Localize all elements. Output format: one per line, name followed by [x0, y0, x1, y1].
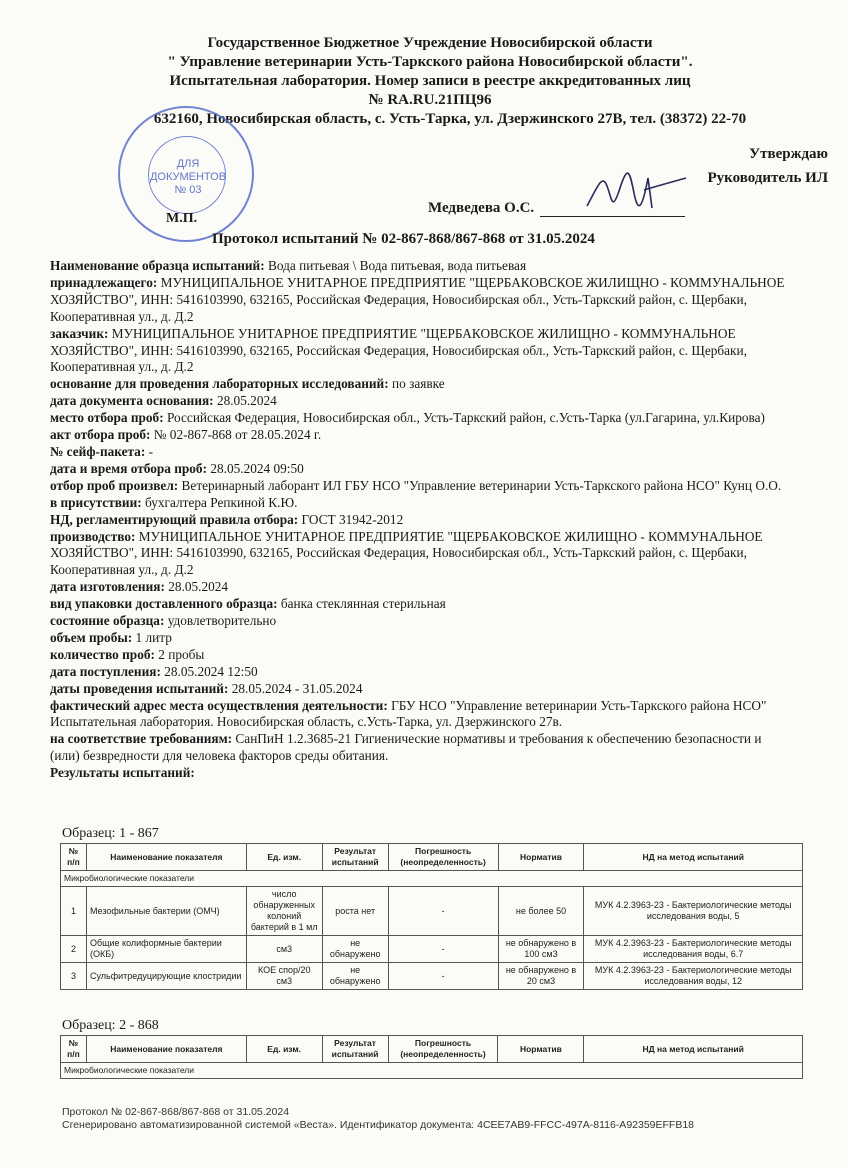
field-value: Российская Федерация, Новосибирская обл., Усть-Таркский район, с.Усть-Тарка (ул.Гагарина, ул.Кирова)	[166, 410, 765, 426]
group-label: Микробиологические показатели	[61, 871, 803, 887]
cell-method: МУК 4.2.3963-23 - Бактериологические методы исследования воды, 12	[584, 963, 803, 990]
cell-method: МУК 4.2.3963-23 - Бактериологические методы исследования воды, 6.7	[584, 936, 803, 963]
field-row	[50, 495, 790, 512]
column-header: Погрешность (неопределенность)	[388, 844, 498, 871]
field-label: на соответствие требованиям:	[50, 731, 233, 747]
cell-name: Сульфитредуцирующие клостридии	[86, 963, 246, 990]
sample-label: Образец: 1 - 867	[62, 826, 159, 841]
cell-method: МУК 4.2.3963-23 - Бактериологические методы исследования воды, 5	[584, 887, 803, 936]
cell-norm: не обнаружено в 20 см3	[498, 963, 584, 990]
field-label: количество проб:	[50, 646, 155, 662]
sample-label: Образец: 2 - 868	[62, 1018, 159, 1033]
document-footer	[62, 1106, 694, 1132]
field-label: состояние образца:	[50, 613, 165, 629]
cell-norm: не более 50	[498, 887, 584, 936]
column-header: Норматив	[498, 844, 584, 871]
cell-n: 3	[61, 963, 87, 990]
field-row	[50, 376, 790, 393]
field-label: основание для проведения лабораторных исследований:	[50, 376, 389, 392]
field-value: 1 литр	[135, 629, 172, 645]
column-header: НД на метод испытаний	[584, 844, 803, 871]
stamp-text: ДОКУМЕНТОВ	[149, 171, 227, 183]
field-value: 28.05.2024	[216, 393, 277, 409]
group-row	[61, 1063, 803, 1079]
field-label: фактический адрес места осуществления деятельности:	[50, 697, 388, 713]
approval-role: Руководитель ИЛ	[707, 170, 828, 186]
cell-n: 2	[61, 936, 87, 963]
field-label: принадлежащего:	[50, 274, 158, 290]
cell-error: -	[388, 936, 498, 963]
field-label: производство:	[50, 528, 136, 544]
protocol-title: Протокол испытаний № 02-867-868/867-868 от 31.05.2024	[212, 231, 595, 247]
header-line: Испытательная лаборатория. Номер записи в реестре аккредитованных лиц	[169, 73, 691, 89]
field-value: МУНИЦИПАЛЬНОЕ УНИТАРНОЕ ПРЕДПРИЯТИЕ "ЩЕРБАКОВСКОЕ ЖИЛИЩНО - КОММУНАЛЬНОЕ ХОЗЯЙСТВО", ИНН: 5416103990, 632165, Российская Федерация, Новосибирская обл., Усть-Таркский район, с. Щербаки, Кооперативная ул., д. Д.2	[50, 528, 763, 578]
cell-norm: не обнаружено в 100 см3	[498, 936, 584, 963]
field-row	[50, 613, 790, 630]
field-row	[50, 461, 790, 478]
protocol-fields	[50, 258, 790, 782]
field-value: 28.05.2024 - 31.05.2024	[231, 680, 363, 696]
field-row	[50, 512, 790, 529]
group-row	[61, 871, 803, 887]
table-row	[61, 936, 803, 963]
cell-result: не обнаружено	[322, 936, 388, 963]
table-header-row	[61, 844, 803, 871]
field-row	[50, 664, 790, 681]
cell-name: Общие колиформные бактерии (ОКБ)	[86, 936, 246, 963]
field-value: Ветеринарный лаборант ИЛ ГБУ НСО "Управление ветеринарии Усть-Таркского района НСО" Кунц О.О.	[181, 477, 782, 493]
field-label: акт отбора проб:	[50, 427, 151, 443]
column-header: № п/п	[61, 1036, 87, 1063]
field-label: Наименование образца испытаний:	[50, 258, 265, 273]
field-row	[50, 444, 790, 461]
field-row	[50, 596, 790, 613]
table-row	[61, 887, 803, 936]
signer-name: Медведева О.С.	[428, 200, 535, 216]
field-label: дата и время отбора проб:	[50, 460, 208, 476]
field-row	[50, 427, 790, 444]
results-heading: Результаты испытаний:	[50, 765, 195, 781]
cell-error: -	[388, 887, 498, 936]
field-label: в присутствии:	[50, 494, 142, 510]
field-value: Вода питьевая \ Вода питьевая, вода питьевая	[267, 258, 527, 273]
field-value: бухгалтера Репкиной К.Ю.	[145, 494, 298, 510]
field-label: дата поступления:	[50, 663, 161, 679]
field-label: объем пробы:	[50, 629, 133, 645]
field-value: 2 пробы	[158, 646, 205, 662]
cell-error: -	[388, 963, 498, 990]
field-row	[50, 410, 790, 427]
column-header: Результат испытаний	[322, 844, 388, 871]
field-value: СанПиН 1.2.3685-21 Гигиенические нормативы и требования к обеспечению безопасности и (или) безвредности для человека факторов среды обитания.	[50, 731, 762, 764]
table-header-row	[61, 1036, 803, 1063]
field-value: МУНИЦИПАЛЬНОЕ УНИТАРНОЕ ПРЕДПРИЯТИЕ "ЩЕРБАКОВСКОЕ ЖИЛИЩНО - КОММУНАЛЬНОЕ ХОЗЯЙСТВО", ИНН: 5416103990, 632165, Российская Федерация, Новосибирская обл., Усть-Таркский район, с. Щербаки, Кооперативная ул., д. Д.2	[50, 325, 747, 375]
field-row	[50, 630, 790, 647]
column-header: Наименование показателя	[86, 844, 246, 871]
cell-n: 1	[61, 887, 87, 936]
approval-title: Утверждаю	[749, 146, 828, 162]
field-label: дата документа основания:	[50, 393, 214, 409]
field-value: 28.05.2024 09:50	[210, 460, 304, 476]
column-header: Наименование показателя	[86, 1036, 246, 1063]
cell-result: не обнаружено	[322, 963, 388, 990]
footer-generated: Сгенерировано автоматизированной системой «Веста». Идентификатор документа: 4CEE7AB9-FFCC-497A-8116-A92359EFFB18	[62, 1119, 695, 1131]
field-value: -	[148, 443, 154, 459]
field-value: банка стеклянная стерильная	[280, 596, 446, 612]
field-row	[50, 258, 790, 275]
field-label: заказчик:	[50, 325, 109, 341]
field-row	[50, 275, 790, 326]
column-header: Норматив	[498, 1036, 584, 1063]
field-label: место отбора проб:	[50, 410, 164, 426]
field-row	[50, 731, 790, 765]
column-header: Погрешность (неопределенность)	[388, 1036, 498, 1063]
field-value: по заявке	[391, 376, 445, 392]
field-value: 28.05.2024	[168, 579, 229, 595]
header-address: 632160, Новосибирская область, с. Усть-Тарка, ул. Дзержинского 27В, тел. (38372) 22-70	[153, 111, 747, 127]
column-header: Ед. изм.	[246, 1036, 322, 1063]
signature-underline	[540, 202, 685, 217]
field-label: вид упаковки доставленного образца:	[50, 596, 278, 612]
field-row	[50, 478, 790, 495]
field-value: ГОСТ 31942-2012	[301, 511, 404, 527]
field-row	[50, 579, 790, 596]
approval-block	[708, 142, 829, 190]
field-label: даты проведения испытаний:	[50, 680, 229, 696]
field-label: дата изготовления:	[50, 579, 165, 595]
column-header: Ед. изм.	[246, 844, 322, 871]
field-value: МУНИЦИПАЛЬНОЕ УНИТАРНОЕ ПРЕДПРИЯТИЕ "ЩЕРБАКОВСКОЕ ЖИЛИЩНО - КОММУНАЛЬНОЕ ХОЗЯЙСТВО", ИНН: 5416103990, 632165, Российская Федерация, Новосибирская обл., Усть-Таркский район, с. Щербаки, Кооперативная ул., д. Д.2	[50, 274, 785, 324]
header-line: Государственное Бюджетное Учреждение Новосибирской области	[207, 35, 653, 51]
column-header: НД на метод испытаний	[584, 1036, 803, 1063]
results-table	[60, 843, 803, 990]
column-header: Результат испытаний	[322, 1036, 388, 1063]
field-row	[50, 681, 790, 698]
results-table	[60, 1035, 803, 1079]
field-value: ГБУ НСО "Управление ветеринарии Усть-Таркского района НСО" Испытательная лаборатория. Новосибирская область, с.Усть-Тарка, ул. Дзержинского 27в.	[50, 697, 767, 730]
stamp-text: № 03	[174, 184, 202, 196]
field-row	[50, 698, 790, 732]
cell-unit: см3	[246, 936, 322, 963]
header-line: № RA.RU.21ПЦ96	[368, 92, 492, 108]
cell-unit: КОЕ спор/20 см3	[246, 963, 322, 990]
field-row	[50, 326, 790, 377]
field-value: № 02-867-868 от 28.05.2024 г.	[153, 427, 322, 443]
header-line: " Управление ветеринарии Усть-Таркского района Новосибирской области".	[167, 54, 693, 70]
field-row	[50, 393, 790, 410]
cell-unit: число обнаруженных колоний бактерий в 1 мл	[246, 887, 322, 936]
field-label: отбор проб произвел:	[50, 477, 179, 493]
field-row	[50, 529, 790, 580]
stamp-text: ДЛЯ	[176, 158, 200, 170]
field-label: № сейф-пакета:	[50, 443, 146, 459]
field-value: 28.05.2024 12:50	[164, 663, 258, 679]
seal-placeholder: М.П.	[166, 211, 198, 226]
field-value: удовлетворительно	[167, 613, 277, 629]
cell-name: Мезофильные бактерии (ОМЧ)	[86, 887, 246, 936]
group-label: Микробиологические показатели	[61, 1063, 803, 1079]
cell-result: роста нет	[322, 887, 388, 936]
column-header: № п/п	[61, 844, 87, 871]
footer-protocol: Протокол № 02-867-868/867-868 от 31.05.2024	[62, 1106, 290, 1118]
signature-line	[428, 200, 685, 217]
table-row	[61, 963, 803, 990]
field-label: НД, регламентирующий правила отбора:	[50, 511, 299, 527]
field-row	[50, 647, 790, 664]
